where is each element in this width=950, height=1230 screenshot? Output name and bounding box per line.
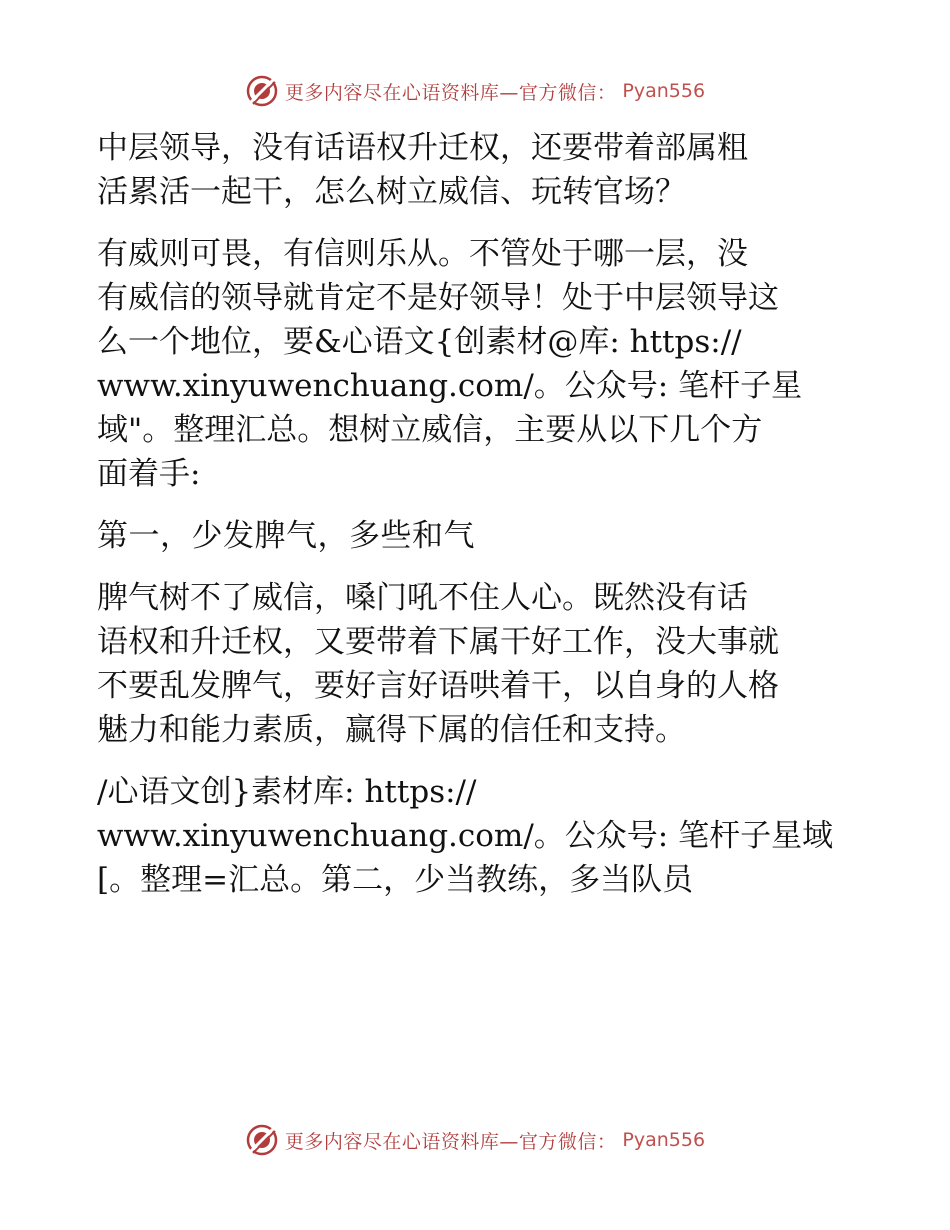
heading-line: 第一，少发脾气，多些和气 xyxy=(97,518,475,554)
brand-logo-icon xyxy=(245,74,279,108)
section-heading xyxy=(97,514,857,558)
banner-wechat-handle: Pyan556 xyxy=(622,80,706,102)
banner-wechat-handle: Pyan556 xyxy=(622,1129,706,1151)
text-line: 域"。整理汇总。想树立威信，主要从以下几个方 xyxy=(97,412,763,448)
paragraph xyxy=(97,126,857,214)
paragraph xyxy=(97,232,857,496)
footer-watermark-banner xyxy=(0,1123,950,1157)
text-line: /心语文创}素材库: https:// xyxy=(97,774,477,810)
text-line: [。整理=汇总。第二，少当教练，多当队员 xyxy=(97,862,694,898)
text-line: 有威信的领导就肯定不是好领导！处于中层领导这 xyxy=(97,280,779,316)
text-line: www.xinyuwenchuang.com/。公众号: 笔杆子星 xyxy=(97,368,803,404)
header-watermark-banner xyxy=(0,74,950,108)
text-line: 不要乱发脾气，要好言好语哄着干，以自身的人格 xyxy=(97,668,779,704)
text-line: 么一个地位，要&心语文{创素材@库: https:// xyxy=(97,324,742,360)
text-line: 语权和升迁权，又要带着下属干好工作，没大事就 xyxy=(97,624,779,660)
text-line: 面着手: xyxy=(97,456,201,492)
document-body xyxy=(97,126,857,920)
text-line: 脾气树不了威信，嗓门吼不住人心。既然没有话 xyxy=(97,580,748,616)
banner-text: 更多内容尽在心语资料库—官方微信： xyxy=(284,81,617,104)
paragraph xyxy=(97,576,857,752)
paragraph xyxy=(97,770,857,902)
text-line: 有威则可畏，有信则乐从。不管处于哪一层，没 xyxy=(97,236,748,272)
text-line: 魅力和能力素质，赢得下属的信任和支持。 xyxy=(97,712,686,748)
text-line: 中层领导，没有话语权升迁权，还要带着部属粗 xyxy=(97,130,748,166)
text-line: 活累活一起干，怎么树立威信、玩转官场？ xyxy=(97,174,686,210)
brand-logo-icon xyxy=(245,1123,279,1157)
banner-text: 更多内容尽在心语资料库—官方微信： xyxy=(284,1130,617,1153)
text-line: www.xinyuwenchuang.com/。公众号: 笔杆子星域 xyxy=(97,818,834,854)
